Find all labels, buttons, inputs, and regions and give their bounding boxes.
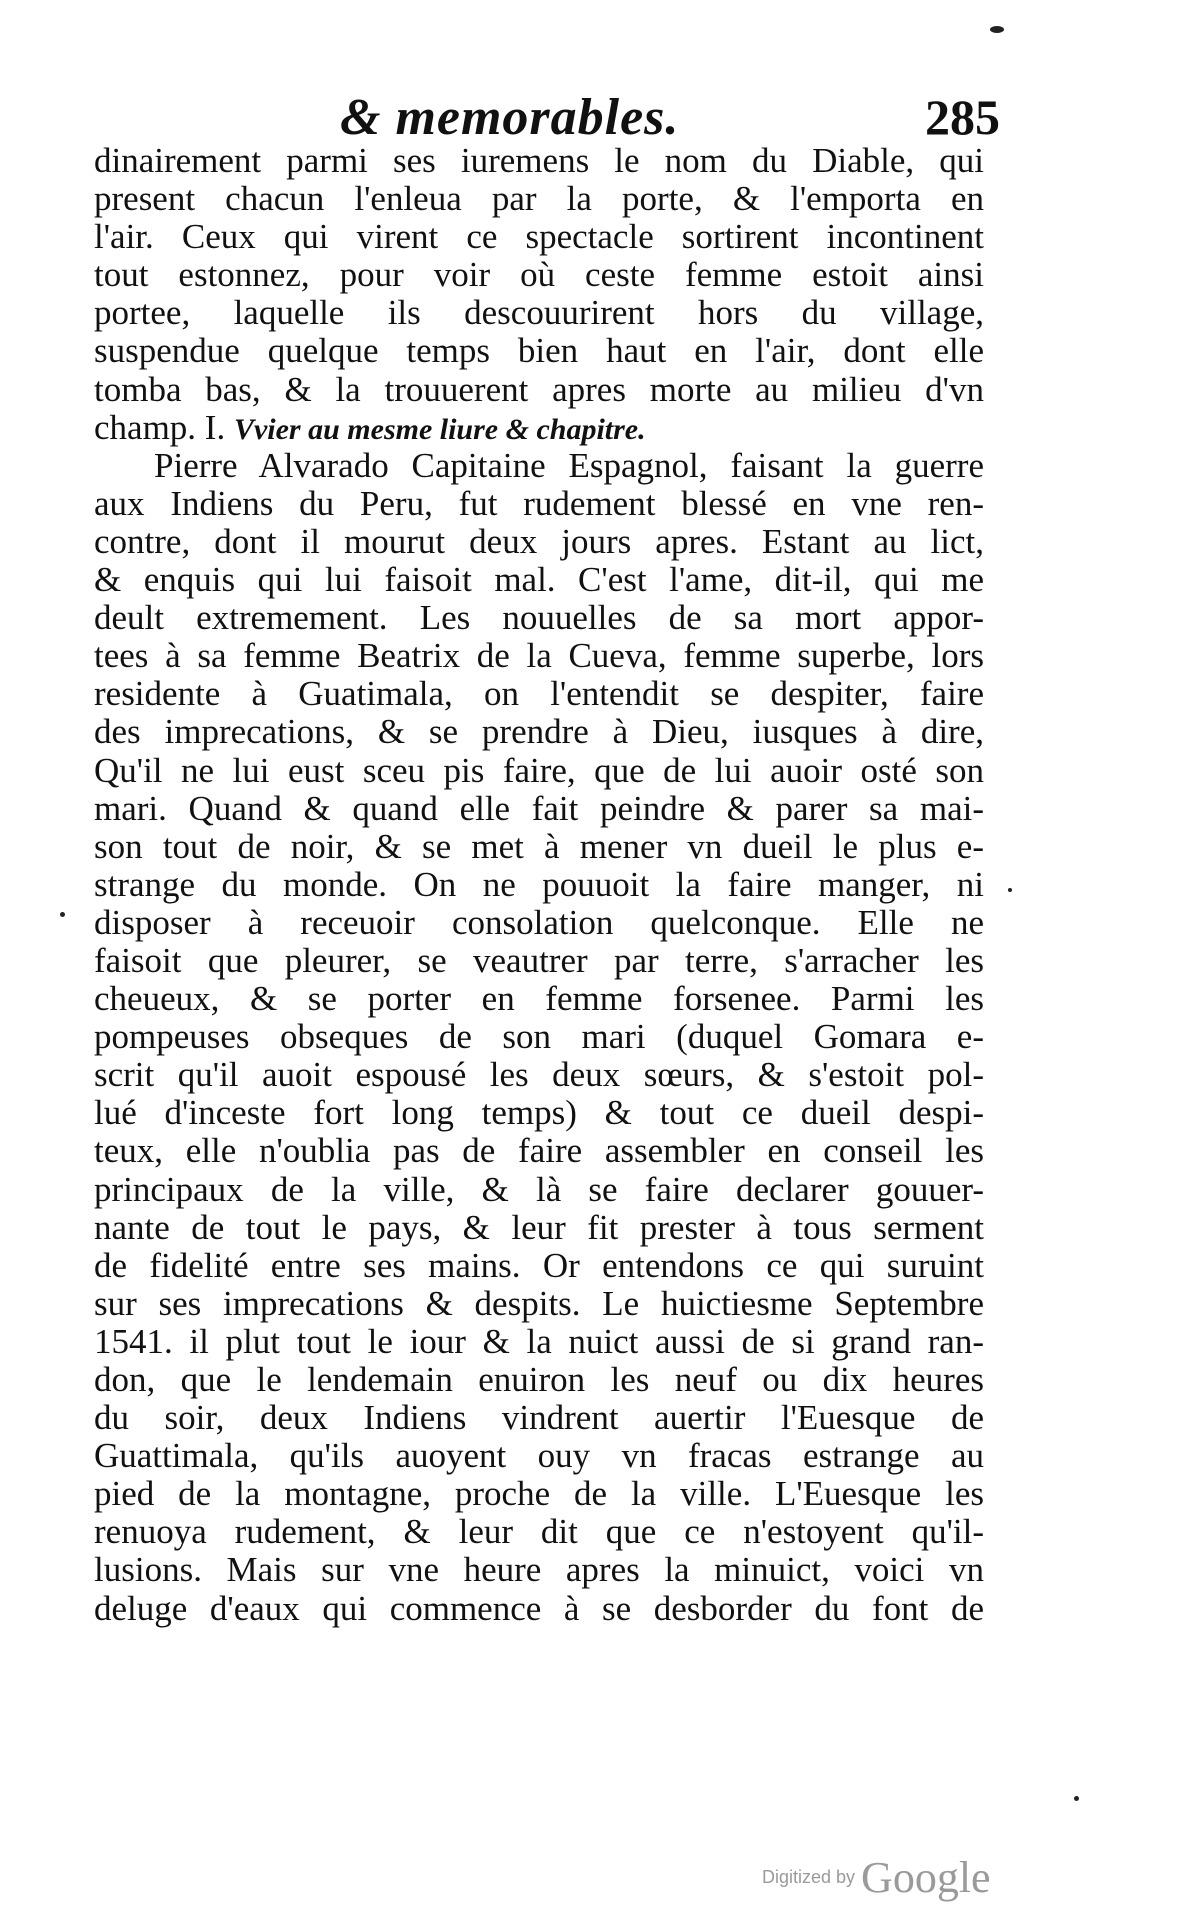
text-line: sur ses imprecations & despits. Le huictiesme Septembre [94,1284,984,1323]
text-line: teux, elle n'oublia pas de faire assembler en conseil les [94,1132,984,1171]
watermark-prefix: Digitized by [762,1867,856,1887]
text-line: disposer à receuoir consolation quelconque. Elle ne [94,903,984,942]
text-line: deult extremement. Les nouuelles de sa mort appor- [94,599,984,638]
text-line: renuoya rudement, & leur dit que ce n'estoyent qu'il- [94,1513,984,1552]
text-line: residente à Guatimala, on l'entendit se despiter, faire [94,675,984,714]
text-line: tees à sa femme Beatrix de la Cueva, femme superbe, lors [94,637,984,676]
body-text [94,142,984,1628]
text-line: cheueux, & se porter en femme forsenee. Parmi les [94,980,984,1019]
text-line: tout estonnez, pour voir où ceste femme estoit ainsi [94,256,984,295]
text-line: nante de tout le pays, & leur fit prester à tous serment [94,1208,984,1247]
citation-reference: Vvier au mesme liure & chapitre. [233,412,646,446]
scan-speck [60,912,65,917]
text-line: present chacun l'enleua par la porte, & l'emporta en [94,180,984,219]
text-line: lué d'inceste fort long temps) & tout ce dueil despi- [94,1094,984,1133]
text-line: lusions. Mais sur vne heure apres la minuict, voici vn [94,1551,984,1590]
text-line: champ. I. [94,408,234,447]
text-line: Qu'il ne lui eust sceu pis faire, que de lui auoir osté son [94,751,984,790]
text-line: deluge d'eaux qui commence à se desborder du font de [94,1589,984,1628]
page-header [340,88,1000,148]
text-line: des imprecations, & se prendre à Dieu, iusques à dire, [94,713,984,752]
scan-speck [1008,888,1012,892]
google-logo: Google [861,1853,991,1902]
text-line: suspendue quelque temps bien haut en l'air, dont elle [94,332,984,371]
text-line: 1541. il plut tout le iour & la nuict aussi de si grand ran- [94,1322,984,1361]
text-line: mari. Quand & quand elle fait peindre & parer sa mai- [94,789,984,828]
text-line: de fidelité entre ses mains. Or entendons ce qui suruint [94,1246,984,1285]
text-line: dinairement parmi ses iuremens le nom du Diable, qui [94,142,984,180]
text-line-with-reference [94,409,984,447]
text-line: du soir, deux Indiens vindrent auertir l'Euesque de [94,1399,984,1438]
text-line: Guattimala, qu'ils auoyent ouy vn fracas estrange au [94,1437,984,1476]
page-number: 285 [925,89,1000,145]
text-line: l'air. Ceux qui virent ce spectacle sortirent incontinent [94,218,984,257]
paragraph-start-line: Pierre Alvarado Capitaine Espagnol, faisant la guerre [154,446,984,485]
text-line: tomba bas, & la trouuerent apres morte au milieu d'vn [94,370,984,409]
text-line: & enquis qui lui faisoit mal. C'est l'ame, dit-il, qui me [94,561,984,600]
scan-speck [990,26,1004,33]
digitized-by-watermark [762,1852,991,1903]
text-line: portee, laquelle ils descouurirent hors du village, [94,294,984,333]
text-line: pied de la montagne, proche de la ville. L'Euesque les [94,1475,984,1514]
scan-speck [1074,1796,1079,1801]
running-title: & memorables. [340,89,680,146]
text-line: faisoit que pleurer, se veautrer par terre, s'arracher les [94,941,984,980]
text-line: aux Indiens du Peru, fut rudement blessé en vne ren- [94,484,984,523]
text-line: son tout de noir, & se met à mener vn dueil le plus e- [94,827,984,866]
text-line: pompeuses obseques de son mari (duquel Gomara e- [94,1018,984,1057]
text-line: scrit qu'il auoit espousé les deux sœurs, & s'estoit pol- [94,1056,984,1095]
text-line: principaux de la ville, & là se faire declarer gouuer- [94,1170,984,1209]
text-line: contre, dont il mourut deux jours apres. Estant au lict, [94,522,984,561]
text-line: don, que le lendemain enuiron les neuf ou dix heures [94,1361,984,1399]
text-line: strange du monde. On ne pouuoit la faire manger, ni [94,865,984,904]
